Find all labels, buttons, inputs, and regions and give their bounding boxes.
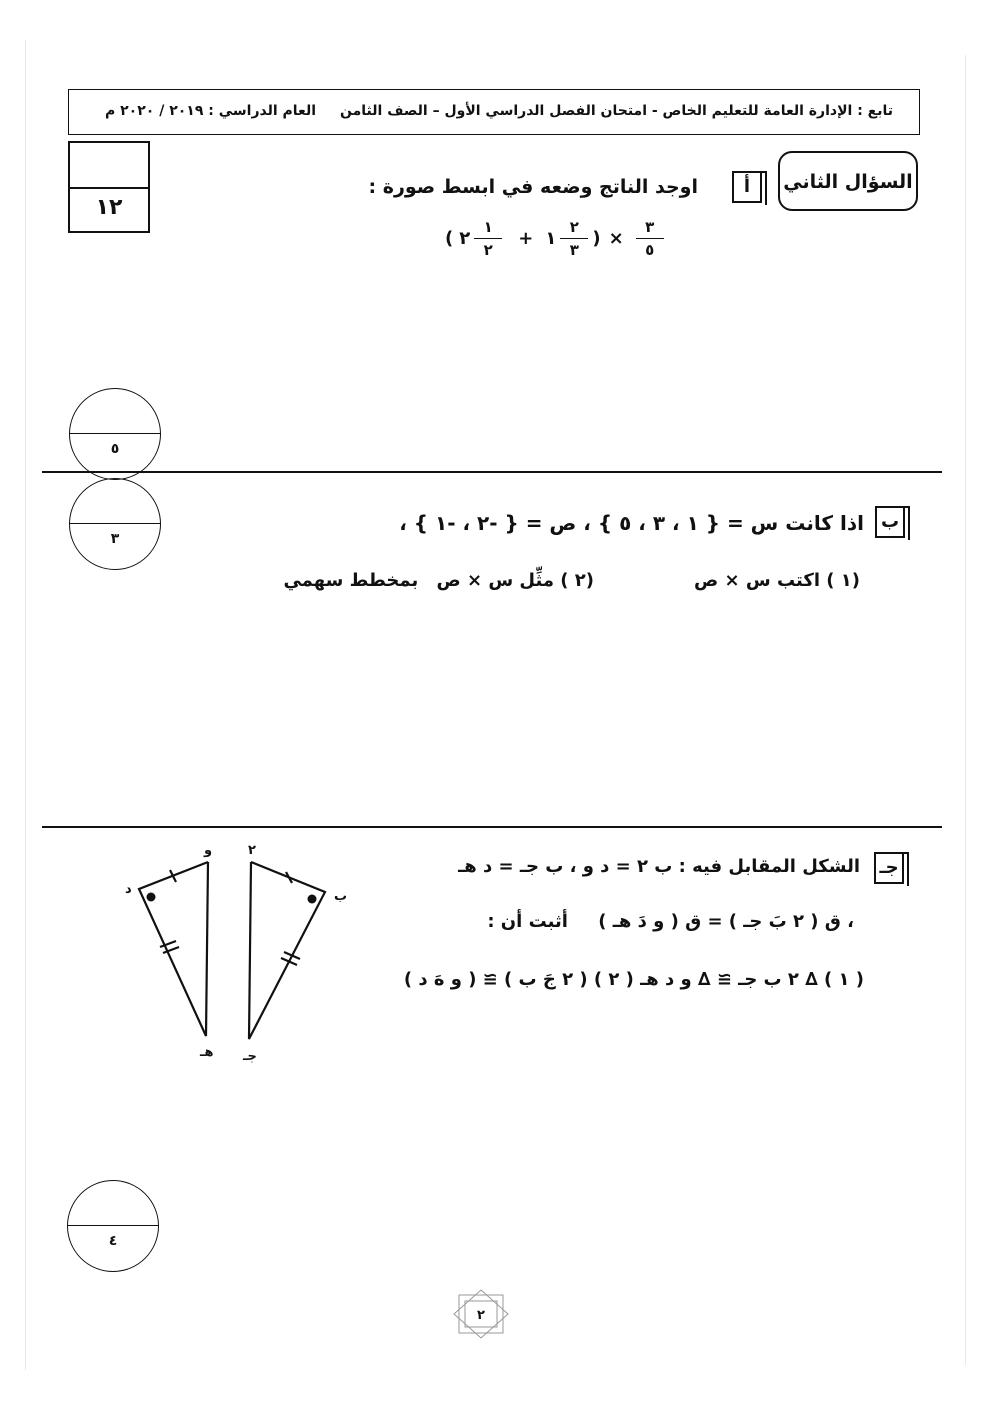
divider-1 — [42, 471, 942, 473]
total-score-value: ١٢ — [95, 195, 123, 220]
question-title: السؤال الثاني — [778, 151, 918, 211]
fraction-2-3: $\frac{٢}{٣}$ — [560, 218, 588, 259]
part-b-line1: اذا كانت س = { ١ ، ٣ ، ٥ } ، ص = { -٢ ، -١ } ، — [399, 511, 864, 535]
part-b-item2-suffix: بمخطط سهمي — [283, 570, 419, 591]
expr-open-paren: ( — [445, 228, 454, 249]
label-right-corner: ب — [334, 889, 348, 904]
part-b-item2 — [283, 570, 594, 591]
part-c-score: ٤ — [108, 1233, 118, 1249]
part-c-label: جـ — [874, 852, 904, 884]
page-edge-right — [965, 55, 966, 1365]
fraction-1-2: $\frac{١}{٢}$ — [474, 218, 502, 259]
expr-whole-2: ١ — [545, 228, 557, 249]
score-divider — [70, 187, 148, 189]
header-title: تابع : الإدارة العامة للتعليم الخاص - امتحان الفصل الدراسي الأول – الصف الثامن — [340, 103, 893, 119]
part-b-score-circle — [69, 478, 161, 570]
right-triangle — [249, 862, 325, 1039]
part-b-item1: (١ ) اكتب س × ص — [694, 570, 860, 591]
divider-2 — [42, 826, 942, 828]
expr-whole-3: ٢ — [459, 228, 471, 249]
part-a-score-circle — [69, 388, 161, 480]
label-right-bottom: جـ — [243, 1049, 257, 1064]
exam-header — [68, 89, 920, 135]
label-left-bottom: هـ — [200, 1045, 214, 1060]
part-c-line2 — [487, 911, 854, 932]
total-score-box — [68, 141, 150, 233]
part-c-line2-b: أثبت أن : — [487, 911, 568, 932]
part-c-score-circle — [67, 1180, 159, 1272]
academic-year: العام الدراسي : ٢٠١٩ / ٢٠٢٠ م — [105, 103, 317, 119]
expr-plus: + — [518, 228, 534, 249]
part-b-label: ب — [875, 506, 905, 538]
part-b-score: ٣ — [110, 531, 120, 547]
label-left-top: و — [204, 843, 213, 858]
part-c-line1: الشكل المقابل فيه : ب ٢ = د و ، ب جـ = د هـ — [458, 856, 860, 877]
page-number-ornament — [451, 1289, 511, 1339]
page-edge-left — [25, 40, 26, 1370]
part-a-score: ٥ — [110, 441, 120, 457]
expr-close-paren: ) — [592, 228, 601, 249]
part-c-line3: ( ١ ) ∆ ٢ ب جـ ≅ ∆ و د هـ ( ٢ ) ( ٢ جَ ب ) ≅ ( و هَ د ) — [403, 969, 864, 990]
page-number: ٢ — [477, 1308, 485, 1323]
label-left-corner: د — [125, 882, 132, 897]
left-angle-dot — [147, 893, 156, 902]
fraction-3-5: $\frac{٣}{٥}$ — [636, 218, 664, 259]
part-c-line2-a: ، ق ( ٢ بَ جـ ) = ق ( و دَ هـ ) — [598, 911, 854, 932]
expr-times: × — [608, 228, 624, 249]
part-a-label: أ — [732, 171, 762, 203]
triangles-figure — [120, 840, 370, 1070]
label-right-top: ٢ — [248, 843, 256, 858]
part-b-item2-prefix: (٢ ) مثِّل س × ص — [436, 570, 594, 591]
part-a-instruction: اوجد الناتج وضعه في ابسط صورة : — [368, 176, 698, 198]
part-a-expression — [445, 218, 668, 259]
right-angle-dot — [308, 895, 317, 904]
